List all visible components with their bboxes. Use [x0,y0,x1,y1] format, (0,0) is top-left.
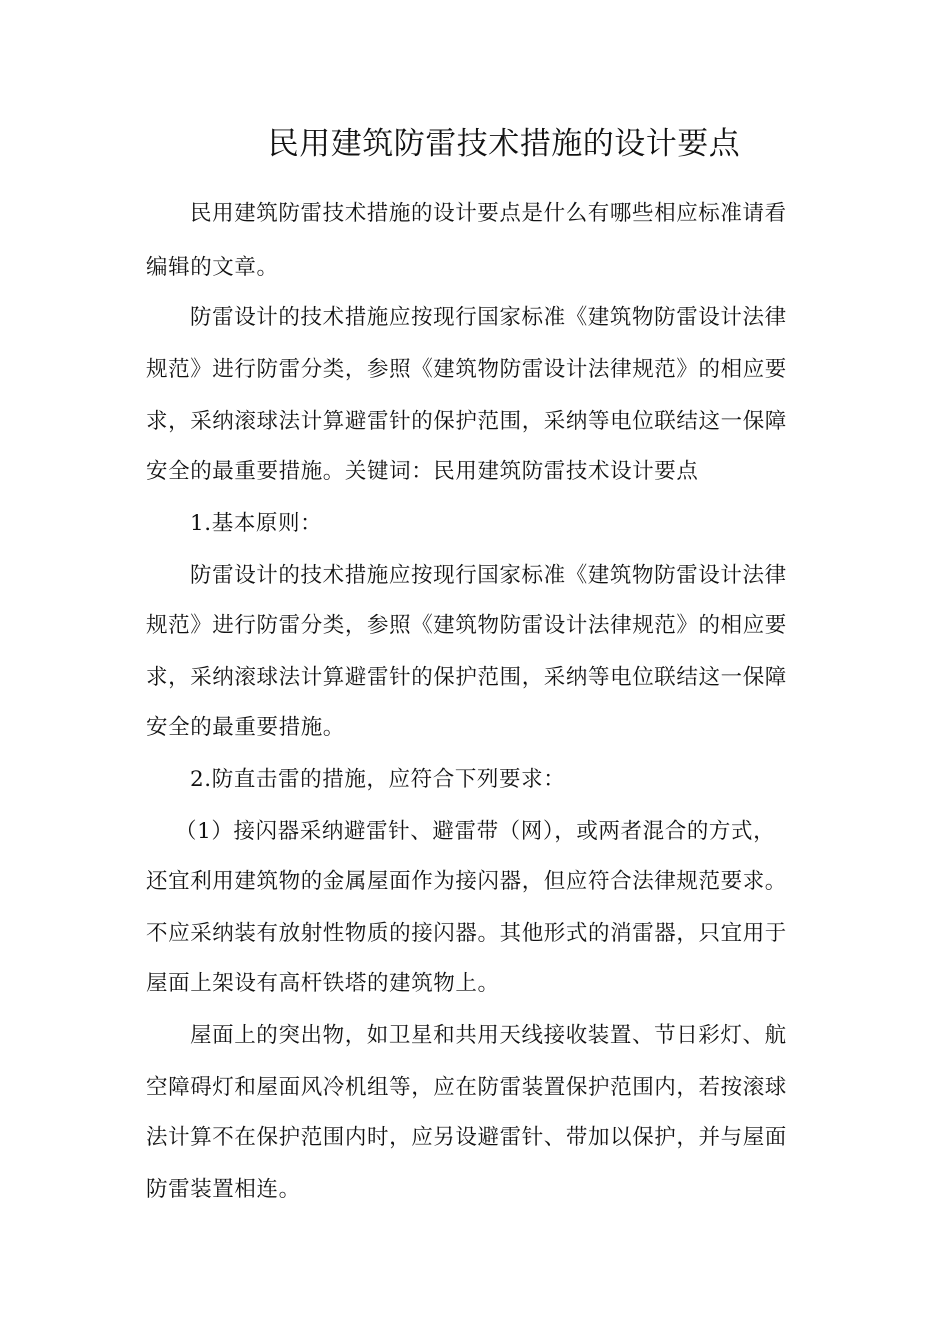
paragraph-line: 还宜利用建筑物的金属屋面作为接闪器，但应符合法律规范要求。 [146,869,787,894]
paragraph-line: 防雷设计的技术措施应按现行国家标准《建筑物防雷设计法律 [190,305,787,330]
paragraph-line: 求，采纳滚球法计算避雷针的保护范围，采纳等电位联结这一保障 [146,665,787,690]
paragraph-line: 防雷装置相连。 [146,1177,301,1202]
paragraph-line: 编辑的文章。 [146,255,279,280]
paragraph-line: 规范》进行防雷分类，参照《建筑物防雷设计法律规范》的相应要 [146,357,787,382]
paragraph-line: 民用建筑防雷技术措施的设计要点是什么有哪些相应标准请看 [190,201,787,226]
paragraph-line: 防雷设计的技术措施应按现行国家标准《建筑物防雷设计法律 [190,563,787,588]
paragraph-line: 屋面上的突出物，如卫星和共用天线接收装置、节日彩灯、航 [190,1023,787,1048]
paragraph-line: （1）接闪器采纳避雷针、避雷带（网），或两者混合的方式， [175,819,776,844]
paragraph-line: 空障碍灯和屋面风冷机组等，应在防雷装置保护范围内，若按滚球 [146,1075,787,1100]
paragraph-line: 求，采纳滚球法计算避雷针的保护范围，采纳等电位联结这一保障 [146,409,787,434]
paragraph-line: 安全的最重要措施。关键词：民用建筑防雷技术设计要点 [146,459,699,484]
paragraph-line: 屋面上架设有高杆铁塔的建筑物上。 [146,971,500,996]
paragraph-line: 规范》进行防雷分类，参照《建筑物防雷设计法律规范》的相应要 [146,613,787,638]
document-title: 民用建筑防雷技术措施的设计要点 [267,126,741,162]
paragraph-line: 法计算不在保护范围内时，应另设避雷针、带加以保护，并与屋面 [146,1125,787,1150]
section-heading: 2.防直击雷的措施，应符合下列要求： [190,767,566,792]
paragraph-line: 不应采纳装有放射性物质的接闪器。其他形式的消雷器，只宜用于 [146,921,787,946]
paragraph-line: 安全的最重要措施。 [146,715,345,740]
section-heading: 1.基本原则： [190,511,323,536]
